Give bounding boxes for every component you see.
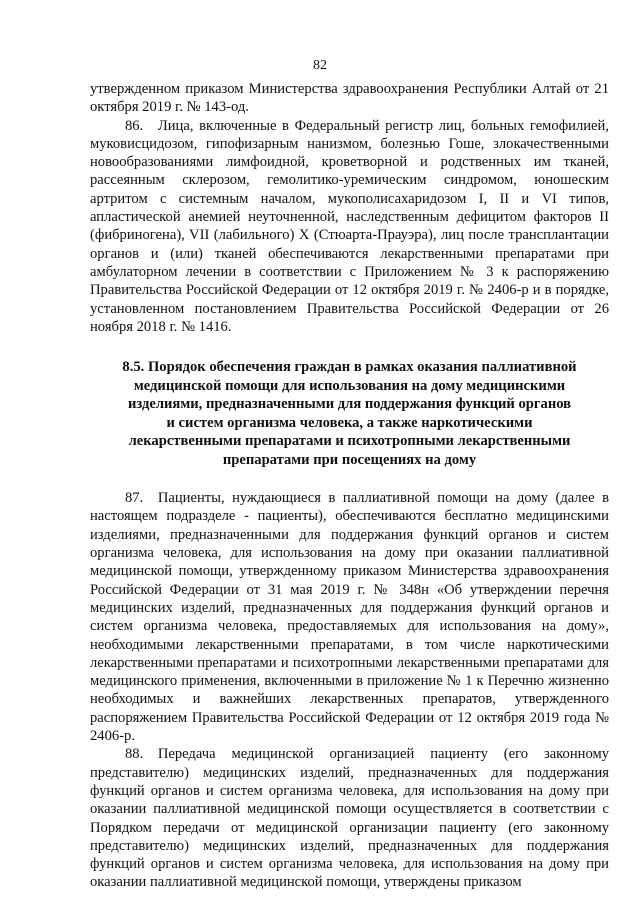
- document-body: [90, 80, 609, 892]
- paragraph-87: 87. Пациенты, нуждающиеся в паллиативной помощи на дому (далее в настоящем подразделе - пациенты), обеспечиваются бесплатно медицинскими изделиями, предназначенными для поддержания функций органов и систем организма человека, для использования на дому при оказании паллиативной медицинской помощи, утвержденному приказом Министерства здравоохранения Российской Федерации от 31 мая 2019 г. № 348н «Об утверждении перечня медицинских изделий, предназначенных для поддержания функций органов и систем организма человека, предоставляемых для использования на дому», необходимыми лекарственными препаратами, в том числе наркотическими лекарственными препаратами и психотропными лекарственными препаратами для медицинского применения, включенными в приложение № 1 к Перечню жизненно необходимых и важнейших лекарственных препаратов, утвержденного распоряжением Правительства Российской Федерации от 12 октября 2019 года № 2406-р.: [90, 490, 609, 745]
- paragraph-88: 88. Передача медицинской организацией пациенту (его законному представителю) медицинских изделий, предназначенных для поддержания функций органов и систем организма человека, для использования на дому при оказании паллиативной медицинской помощи осуществляется в соответствии с Порядком передачи от медицинской организации пациенту (его законному представителю) медицинских изделий, предназначенных для поддержания функций органов и систем организма человека, для использования на дому при оказании паллиативной медицинской помощи, утверждены приказом: [90, 746, 609, 891]
- section-heading-8-5: 8.5. Порядок обеспечения граждан в рамках оказания паллиативной медицинской помощи для использования на дому медицинскими изделиями, предназначенными для поддержания функций органов и систем организма человека, а также наркотическими лекарственными препаратами и психотропными лекарственными препаратами при посещениях на дому: [122, 359, 577, 468]
- paragraph-continuation: утвержденном приказом Министерства здравоохранения Республики Алтай от 21 октября 2019 г. № 143-од.: [90, 81, 609, 116]
- page-number: 82: [313, 58, 327, 73]
- paragraph-86: 86. Лица, включенные в Федеральный регистр лиц, больных гемофилией, муковисцидозом, гипофизарным нанизмом, болезнью Гоше, злокачественными новообразованиями лимфоидной, кроветворной и родственных им тканей, рассеянным склерозом, гемолитико-уремическим синдромом, юношеским артритом с системным началом, мукополисахаридозом I, II и VI типов, апластической анемией неуточненной, наследственным дефицитом факторов II (фибриногена), VII (лабильного) X (Стюарта-Прауэра), лиц после трансплантации органов и (или) тканей обеспечиваются лекарственными препаратами при амбулаторном лечении в соответствии с Приложением № 3 к распоряжению Правительства Российской Федерации от 12 октября 2019 г. № 2406-р и в порядке, установленном постановлением Правительства Российской Федерации от 26 ноября 2018 г. № 1416.: [90, 117, 609, 335]
